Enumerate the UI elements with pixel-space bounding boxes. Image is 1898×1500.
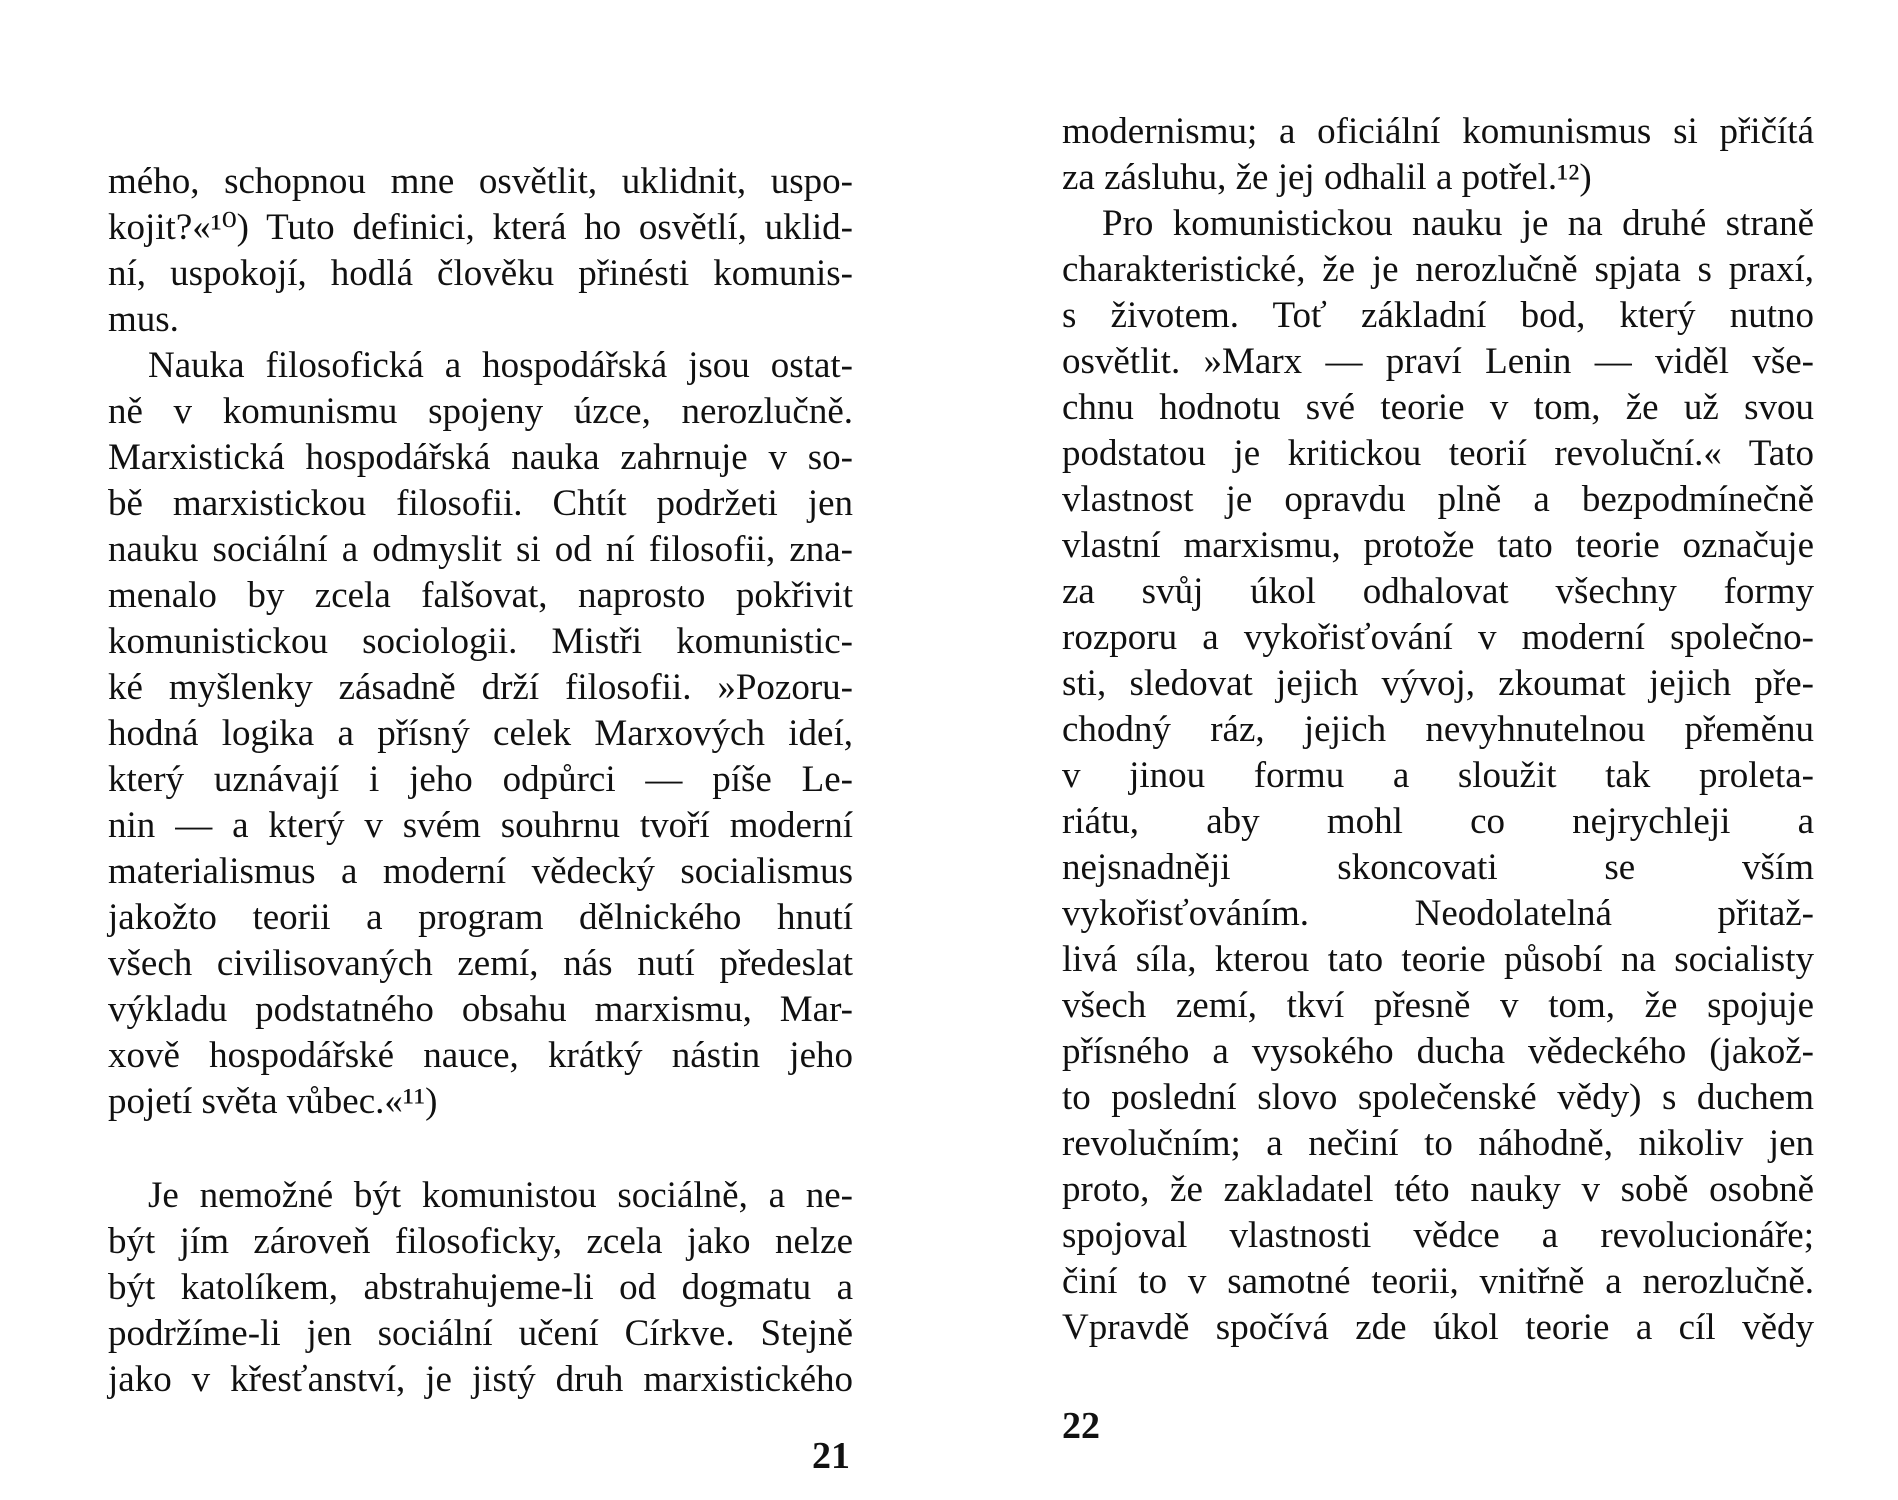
text-line: sti, sledovat jejich vývoj, zkoumat jejich pře- [1062,663,1814,704]
text-line: chodný ráz, jejich nevyhnutelnou přeměnu [1062,709,1814,750]
text-line: riátu, aby mohl co nejrychleji a [1062,801,1814,842]
text-line: podržíme-li jen sociální učení Církve. Stejně [108,1313,853,1354]
text-line: proto, že zakladatel této nauky v sobě osobně [1062,1169,1814,1210]
text-line: ké myšlenky zásadně drží filosofii. »Pozoru- [108,667,853,708]
text-line: přísného a vysokého ducha vědeckého (jakož- [1062,1031,1814,1072]
text-line: všech civilisovaných zemí, nás nutí předeslat [108,943,853,984]
text-line: hodná logika a přísný celek Marxových ideí, [108,713,853,754]
text-line: komunistickou sociologii. Mistři komunistic- [108,621,853,662]
text-line: za zásluhu, že jej odhalil a potřel.¹²) [1062,157,1592,198]
page-number: 21 [812,1435,850,1477]
text-line: to poslední slovo společenské vědy) s duchem [1062,1077,1814,1118]
text-line: ní, uspokojí, hodlá člověku přinésti komunis- [108,253,853,294]
text-line: být katolíkem, abstrahujeme-li od dogmatu a [108,1267,853,1308]
text-line: nejsnadněji skoncovati se vším [1062,847,1814,888]
text-line: výkladu podstatného obsahu marxismu, Mar- [108,989,853,1030]
text-line: který uznávají i jeho odpůrci — píše Le- [108,759,853,800]
text-line: chnu hodnotu své teorie v tom, že už svou [1062,387,1814,428]
text-line: kojit?«¹⁰) Tuto definici, která ho osvětlí, uklid- [108,207,853,248]
text-line: jako v křesťanství, je jistý druh marxistického [108,1359,853,1400]
text-line: bě marxistickou filosofii. Chtít podržeti jen [108,483,853,524]
right-page [1062,0,1814,1500]
text-line: činí to v samotné teorii, vnitřně a nerozlučně. [1062,1261,1814,1302]
text-line: nauku sociální a odmyslit si od ní filosofii, zna- [108,529,853,570]
text-line: v jinou formu a sloužit tak proleta- [1062,755,1814,796]
text-line: Vpravdě spočívá zde úkol teorie a cíl vědy [1062,1307,1814,1348]
text-line: ně v komunismu spojeny úzce, nerozlučně. [108,391,853,432]
page-number: 22 [1062,1405,1100,1447]
text-line: mého, schopnou mne osvětlit, uklidnit, uspo- [108,161,853,202]
paragraph-first-line: Nauka filosofická a hospodářská jsou ostat- [148,345,853,386]
text-line: vlastnost je opravdu plně a bezpodmínečně [1062,479,1814,520]
text-line: jakožto teorii a program dělnického hnutí [108,897,853,938]
text-line: charakteristické, že je nerozlučně spjata s praxí, [1062,249,1814,290]
text-line: nin — a který v svém souhrnu tvoří moderní [108,805,853,846]
text-line: mus. [108,299,179,340]
text-line: Marxistická hospodářská nauka zahrnuje v so- [108,437,853,478]
text-line: livá síla, kterou tato teorie působí na socialisty [1062,939,1814,980]
left-page [108,0,853,1500]
text-line: s životem. Toť základní bod, který nutno [1062,295,1814,336]
text-line: za svůj úkol odhalovat všechny formy [1062,571,1814,612]
text-line: podstatou je kritickou teorií revoluční.« Tato [1062,433,1814,474]
text-line: xově hospodářské nauce, krátký nástin jeho [108,1035,853,1076]
paragraph-first-line: Pro komunistickou nauku je na druhé straně [1102,203,1814,244]
text-line: všech zemí, tkví přesně v tom, že spojuje [1062,985,1814,1026]
text-line: revolučním; a nečiní to náhodně, nikoliv jen [1062,1123,1814,1164]
text-line: menalo by zcela falšovat, naprosto pokřivit [108,575,853,616]
text-line: pojetí světa vůbec.«¹¹) [108,1081,438,1122]
text-line: osvětlit. »Marx — praví Lenin — viděl vše- [1062,341,1814,382]
text-line: být jím zároveň filosoficky, zcela jako nelze [108,1221,853,1262]
text-line: spojoval vlastnosti vědce a revolucionáře; [1062,1215,1814,1256]
text-line: vlastní marxismu, protože tato teorie označuje [1062,525,1814,566]
text-line: modernismu; a oficiální komunismus si přičítá [1062,111,1814,152]
text-line: materialismus a moderní vědecký socialismus [108,851,853,892]
text-line: rozporu a vykořisťování v moderní společno- [1062,617,1814,658]
paragraph-first-line: Je nemožné být komunistou sociálně, a ne- [148,1175,853,1216]
text-line: vykořisťováním. Neodolatelná přitaž- [1062,893,1814,934]
